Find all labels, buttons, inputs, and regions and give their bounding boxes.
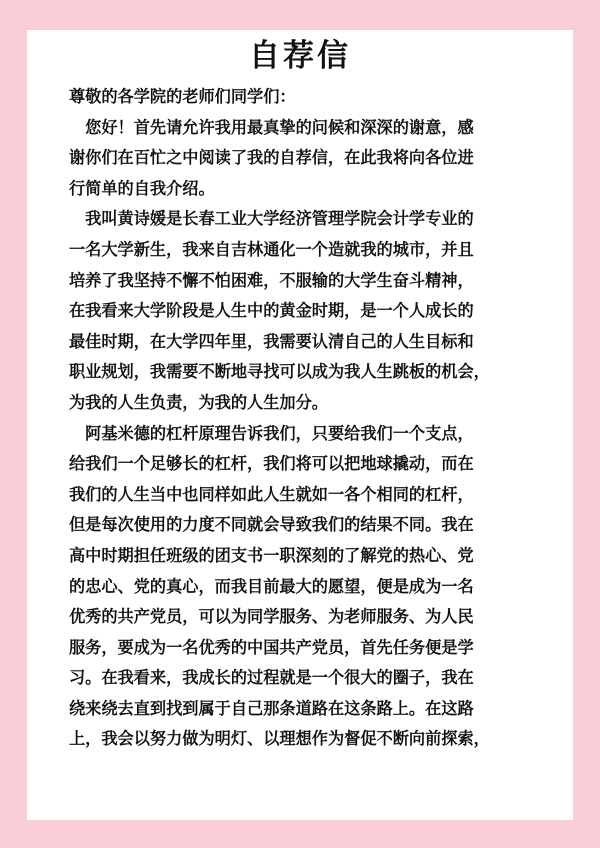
letter-greeting: 尊敬的各学院的老师们同学们： <box>69 87 296 106</box>
letter-page <box>27 30 573 820</box>
letter-line: 的忠心、党的真心，而我目前最大的愿望，便是成为一名 <box>69 576 474 596</box>
letter-line: 一名大学新生，我来自吉林通化一个造就我的城市，并且 <box>69 239 474 259</box>
letter-line: 优秀的共产党员，可以为同学服务、为老师服务、为人民 <box>69 607 474 627</box>
letter-line: 谢你们在百忙之中阅读了我的自荐信，在此我将向各位进 <box>69 148 474 168</box>
letter-line: 习。在我看来，我成长的过程就是一个很大的圈子，我在 <box>69 668 474 688</box>
letter-line: 服务，要成为一名优秀的中国共产党员，首先任务便是学 <box>69 637 474 657</box>
letter-title: 自荐信 <box>249 38 351 74</box>
letter-line: 在我看来大学阶段是人生中的黄金时期，是一个人成长的 <box>69 301 474 321</box>
letter-line: 阿基米德的杠杆原理告诉我们，只要给我们一个支点， <box>69 423 474 443</box>
letter-line: 但是每次使用的力度不同就会导致我们的结果不同。我在 <box>69 515 474 535</box>
letter-line: 上，我会以努力做为明灯、以理想作为督促不断向前探索， <box>69 729 490 749</box>
letter-line: 高中时期担任班级的团支书一职深刻的了解党的热心、党 <box>69 545 474 565</box>
letter-body <box>69 82 539 755</box>
letter-line: 最佳时期，在大学四年里，我需要认清自己的人生目标和 <box>69 331 474 351</box>
letter-line: 我叫黄诗媛是长春工业大学经济管理学院会计学专业的 <box>69 209 474 229</box>
letter-line: 培养了我坚持不懈不怕困难，不服输的大学生奋斗精神， <box>69 270 474 290</box>
letter-line: 行简单的自我介绍。 <box>69 178 215 198</box>
letter-line: 我们的人生当中也同样如此人生就如一各个相同的杠杆， <box>69 484 474 504</box>
letter-line: 给我们一个足够长的杠杆，我们将可以把地球撬动，而在 <box>69 454 474 474</box>
letter-line: 绕来绕去直到找到属于自己那条道路在这条路上。在这路 <box>69 698 474 718</box>
letter-line: 您好！首先请允许我用最真挚的问候和深深的谢意，感 <box>69 117 474 137</box>
letter-line: 职业规划，我需要不断地寻找可以成为我人生跳板的机会， <box>69 362 490 382</box>
letter-line: 为我的人生负责，为我的人生加分。 <box>69 392 328 412</box>
